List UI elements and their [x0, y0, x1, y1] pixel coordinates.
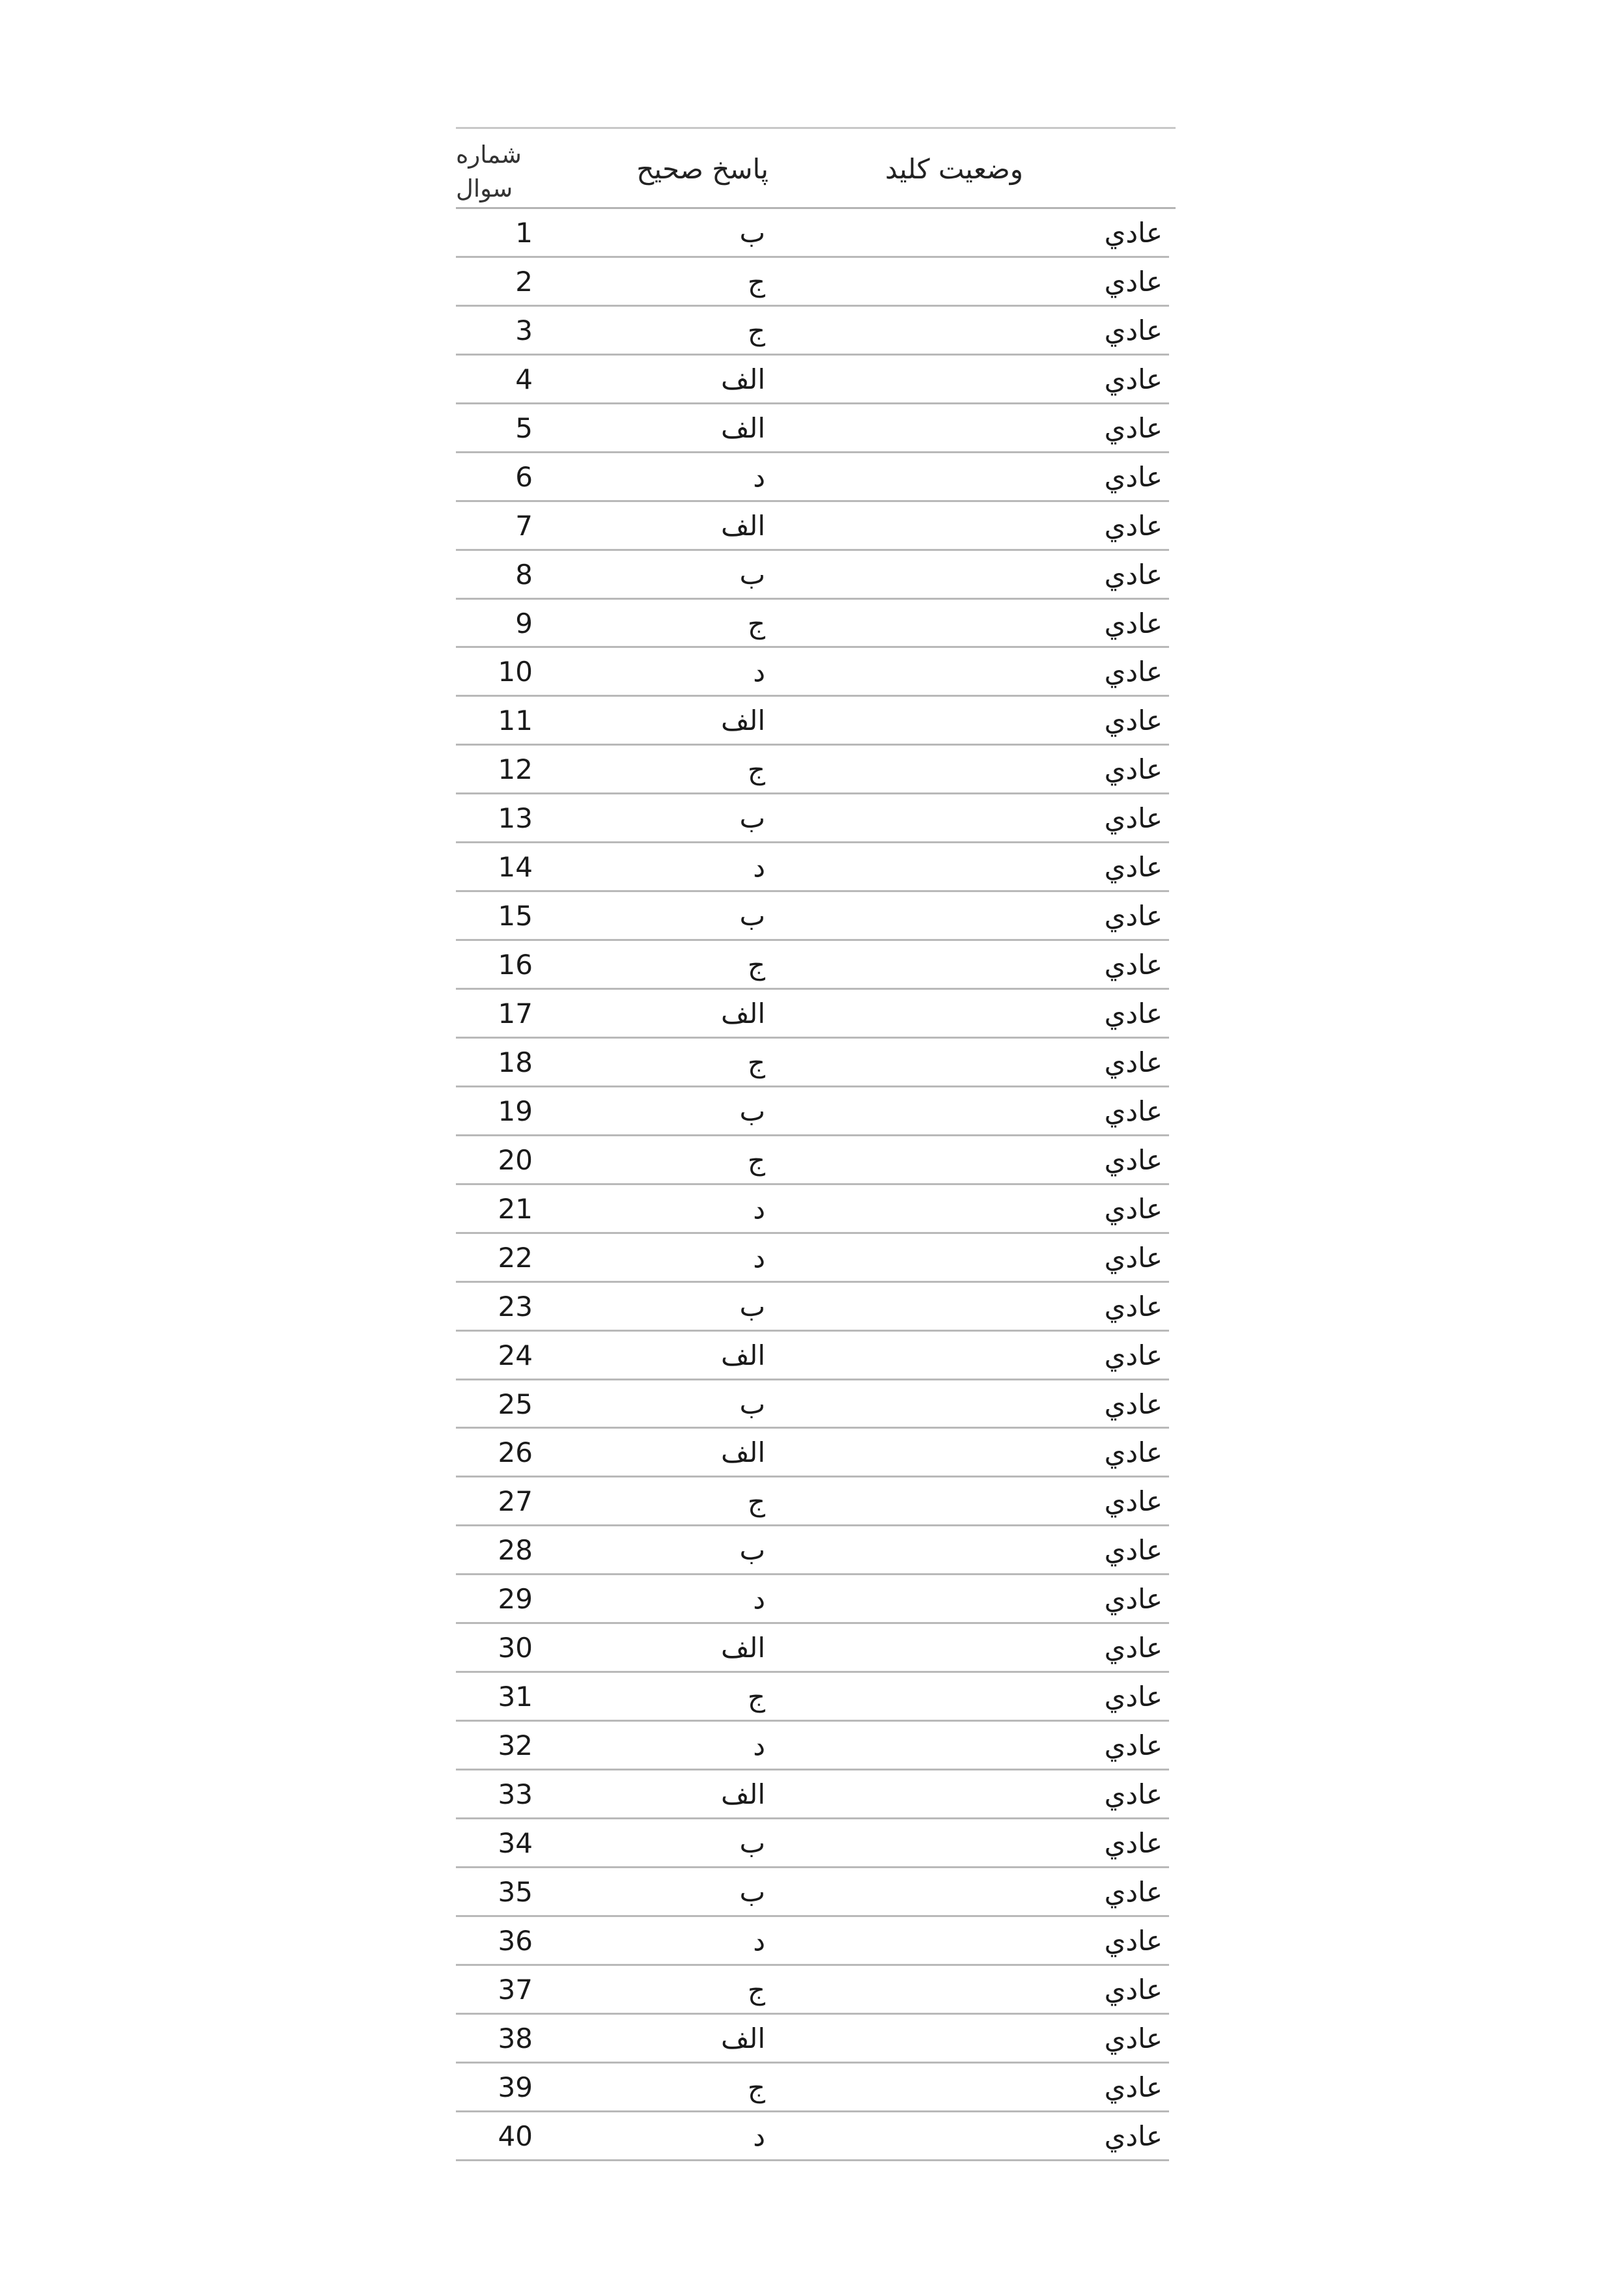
table-row: [456, 1771, 1176, 1819]
question-number-cell: 5: [515, 412, 533, 444]
question-number-cell: 16: [498, 949, 533, 981]
key-status-cell: عادي: [1104, 412, 1163, 444]
question-number-cell: 23: [498, 1290, 533, 1323]
table-row: [456, 1722, 1176, 1771]
table-body: [456, 209, 1176, 2161]
question-number-cell: 39: [498, 2071, 533, 2103]
correct-answer-cell: ج: [747, 265, 765, 298]
key-status-cell: عادي: [1104, 1485, 1163, 1518]
table-row: [456, 356, 1176, 404]
key-status-cell: عادي: [1104, 265, 1163, 298]
question-number-cell: 25: [498, 1388, 533, 1420]
correct-answer-cell: ب: [739, 1827, 765, 1859]
correct-answer-cell: د: [753, 851, 765, 884]
correct-answer-cell: الف: [721, 412, 765, 444]
question-number-cell: 40: [498, 2120, 533, 2152]
key-status-cell: عادي: [1104, 460, 1163, 493]
table-row: [456, 1819, 1176, 1868]
correct-answer-cell: د: [753, 1192, 765, 1225]
key-status-cell: عادي: [1104, 1339, 1163, 1371]
question-number-cell: 6: [515, 460, 533, 493]
question-number-cell: 22: [498, 1241, 533, 1274]
key-status-cell: عادي: [1104, 1875, 1163, 1908]
table-row: [456, 1087, 1176, 1136]
table-row: [456, 746, 1176, 794]
table-row: [456, 1673, 1176, 1722]
key-status-cell: عادي: [1104, 1192, 1163, 1225]
table-row: [456, 1917, 1176, 1966]
correct-answer-cell: ب: [739, 558, 765, 591]
table-row: [456, 794, 1176, 843]
correct-answer-cell: د: [753, 460, 765, 493]
key-status-cell: عادي: [1104, 1778, 1163, 1810]
correct-answer-cell: ب: [739, 1388, 765, 1420]
correct-answer-cell: د: [753, 1924, 765, 1957]
key-status-cell: عادي: [1104, 2120, 1163, 2152]
correct-answer-cell: ب: [739, 1534, 765, 1567]
table-row: [456, 1380, 1176, 1429]
table-header: [456, 129, 1176, 209]
key-status-cell: عادي: [1104, 2071, 1163, 2103]
table-row: [456, 2015, 1176, 2064]
table-row: [456, 404, 1176, 453]
correct-answer-cell: الف: [721, 1778, 765, 1810]
table-row: [456, 1624, 1176, 1673]
correct-answer-cell: ب: [739, 217, 765, 249]
key-status-cell: عادي: [1104, 1583, 1163, 1616]
correct-answer-cell: د: [753, 1241, 765, 1274]
correct-answer-cell: ب: [739, 900, 765, 932]
correct-answer-cell: الف: [721, 2022, 765, 2054]
question-number-cell: 35: [498, 1875, 533, 1908]
key-status-cell: عادي: [1104, 607, 1163, 639]
question-number-cell: 37: [498, 1973, 533, 2006]
table-row: [456, 1868, 1176, 1917]
table-row: [456, 1575, 1176, 1624]
correct-answer-cell: ج: [747, 1485, 765, 1518]
correct-answer-cell: الف: [721, 998, 765, 1029]
correct-answer-cell: د: [753, 2120, 765, 2152]
table-row: [456, 648, 1176, 697]
correct-answer-cell: ب: [739, 1290, 765, 1323]
table-row: [456, 990, 1176, 1039]
table-row: [456, 1477, 1176, 1526]
question-number-cell: 11: [498, 705, 533, 737]
correct-answer-cell: الف: [721, 1339, 765, 1371]
question-number-cell: 9: [515, 607, 533, 639]
question-number-cell: 18: [498, 1046, 533, 1078]
table-row: [456, 2112, 1176, 2161]
table-row: [456, 1332, 1176, 1380]
question-number-cell: 12: [498, 753, 533, 786]
table-row: [456, 697, 1176, 746]
correct-answer-cell: الف: [721, 1436, 765, 1469]
answer-key-table: [456, 127, 1176, 2161]
correct-answer-cell: د: [753, 656, 765, 688]
question-number-cell: 36: [498, 1924, 533, 1957]
key-status-cell: عادي: [1104, 217, 1163, 249]
question-number-cell: 29: [498, 1583, 533, 1616]
table-row: [456, 1185, 1176, 1234]
question-number-cell: 28: [498, 1534, 533, 1567]
table-row: [456, 892, 1176, 941]
correct-answer-cell: ج: [747, 1973, 765, 2006]
question-number-cell: 34: [498, 1827, 533, 1859]
table-row: [456, 2064, 1176, 2112]
key-status-cell: عادي: [1104, 705, 1163, 737]
correct-answer-cell: ب: [739, 1095, 765, 1127]
question-number-cell: 33: [498, 1778, 533, 1810]
key-status-cell: عادي: [1104, 363, 1163, 395]
question-number-cell: 10: [498, 656, 533, 688]
key-status-cell: عادي: [1104, 1095, 1163, 1127]
correct-answer-cell: الف: [721, 509, 765, 542]
key-status-cell: عادي: [1104, 949, 1163, 981]
key-status-cell: عادي: [1104, 1973, 1163, 2006]
key-status-cell: عادي: [1104, 851, 1163, 884]
question-number-cell: 38: [498, 2022, 533, 2054]
correct-answer-cell: ج: [747, 949, 765, 981]
question-number-cell: 27: [498, 1485, 533, 1518]
table-row: [456, 843, 1176, 892]
table-row: [456, 1526, 1176, 1575]
key-status-cell: عادي: [1104, 1241, 1163, 1274]
table-row: [456, 1234, 1176, 1283]
table-row: [456, 551, 1176, 600]
question-number-cell: 32: [498, 1729, 533, 1762]
table-row: [456, 307, 1176, 356]
correct-answer-cell: ج: [747, 1681, 765, 1713]
key-status-cell: عادي: [1104, 900, 1163, 932]
key-status-cell: عادي: [1104, 2022, 1163, 2054]
correct-answer-cell: الف: [721, 1632, 765, 1664]
table-row: [456, 1429, 1176, 1477]
key-status-cell: عادي: [1104, 753, 1163, 786]
correct-answer-cell: ج: [747, 2071, 765, 2103]
table-row: [456, 1283, 1176, 1332]
question-number-cell: 3: [515, 314, 533, 346]
correct-answer-cell: ج: [747, 753, 765, 786]
correct-answer-cell: ج: [747, 314, 765, 346]
key-status-cell: عادي: [1104, 998, 1163, 1029]
question-number-cell: 31: [498, 1681, 533, 1713]
key-status-cell: عادي: [1104, 1436, 1163, 1469]
key-status-cell: عادي: [1104, 1534, 1163, 1567]
table-row: [456, 258, 1176, 307]
key-status-cell: عادي: [1104, 1143, 1163, 1176]
question-number-cell: 19: [498, 1095, 533, 1127]
header-question-number-line-1: شماره: [456, 141, 522, 169]
question-number-cell: 24: [498, 1339, 533, 1371]
key-status-cell: عادي: [1104, 1388, 1163, 1420]
question-number-cell: 7: [515, 509, 533, 542]
key-status-cell: عادي: [1104, 802, 1163, 835]
key-status-cell: عادي: [1104, 1729, 1163, 1762]
table-row: [456, 1966, 1176, 2015]
question-number-cell: 20: [498, 1143, 533, 1176]
correct-answer-cell: ج: [747, 1143, 765, 1176]
header-correct-answer: پاسخ صحيح: [636, 153, 769, 185]
correct-answer-cell: ج: [747, 1046, 765, 1078]
correct-answer-cell: د: [753, 1583, 765, 1616]
key-status-cell: عادي: [1104, 656, 1163, 688]
correct-answer-cell: الف: [721, 705, 765, 737]
table-row: [456, 502, 1176, 551]
key-status-cell: عادي: [1104, 558, 1163, 591]
correct-answer-cell: ب: [739, 802, 765, 835]
key-status-cell: عادي: [1104, 509, 1163, 542]
correct-answer-cell: الف: [721, 363, 765, 395]
correct-answer-cell: د: [753, 1729, 765, 1762]
key-status-cell: عادي: [1104, 1681, 1163, 1713]
key-status-cell: عادي: [1104, 314, 1163, 346]
question-number-cell: 15: [498, 900, 533, 932]
question-number-cell: 30: [498, 1632, 533, 1664]
table-row: [456, 1039, 1176, 1087]
table-row: [456, 453, 1176, 502]
question-number-cell: 21: [498, 1192, 533, 1225]
correct-answer-cell: ب: [739, 1875, 765, 1908]
question-number-cell: 13: [498, 802, 533, 835]
question-number-cell: 26: [498, 1436, 533, 1469]
question-number-cell: 14: [498, 851, 533, 884]
table-row: [456, 941, 1176, 990]
header-question-number-line-2: سوال: [456, 175, 513, 203]
table-row: [456, 1136, 1176, 1185]
question-number-cell: 1: [515, 217, 533, 249]
question-number-cell: 4: [515, 363, 533, 395]
table-row: [456, 600, 1176, 649]
correct-answer-cell: ج: [747, 607, 765, 639]
key-status-cell: عادي: [1104, 1290, 1163, 1323]
header-question-number: [456, 138, 547, 206]
key-status-cell: عادي: [1104, 1827, 1163, 1859]
question-number-cell: 17: [498, 998, 533, 1029]
question-number-cell: 8: [515, 558, 533, 591]
key-status-cell: عادي: [1104, 1632, 1163, 1664]
key-status-cell: عادي: [1104, 1924, 1163, 1957]
table-row: [456, 209, 1176, 258]
header-key-status: وضعيت كليد: [884, 153, 1024, 185]
question-number-cell: 2: [515, 265, 533, 298]
key-status-cell: عادي: [1104, 1046, 1163, 1078]
